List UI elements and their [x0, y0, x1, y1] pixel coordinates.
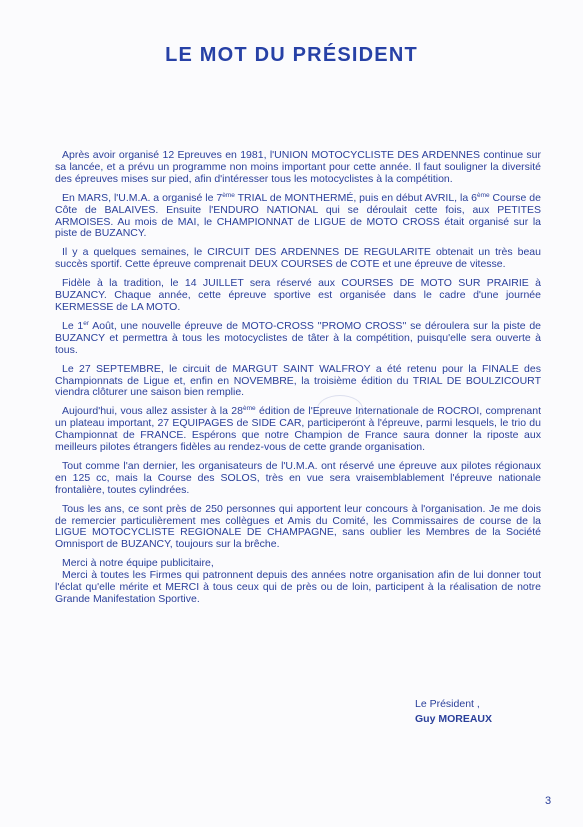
- paragraph-text: Fidèle à la tradition, le 14 JUILLET sera réservé aux COURSES DE MOTO SUR PRAIRIE à BUZANCY. Chaque année, cette épreuve sportive est organisée dans le cadre d'une journée KERMESSE de LA MOTO.: [55, 277, 541, 313]
- letter-body: [55, 150, 541, 606]
- paragraph: [55, 321, 541, 357]
- paragraph-text: Après avoir organisé 12 Epreuves en 1981, l'UNION MOTOCYCLISTE DES ARDENNES continue sur sa lancée, et a prévu un programme non moins important pour cette année. Il faut souligner la diversité des épreuves mises sur pied, afin d'intéresser tous les motocyclistes à la compétition.: [55, 149, 541, 185]
- paragraph: [55, 406, 541, 454]
- paragraph-text: édition de l'Epreuve Internationale de ROCROI, comprenant un plateau important, 27 EQUIPAGES de SIDE CAR, participeront à l'épreuve, parmi lesquels, le trio du Championnat de FRANCE. Espérons que notre Champion de France saura donner la riposte aux meilleurs pilotes étrangers fidèles au rendez-vous de cette grande organisation.: [55, 405, 541, 454]
- paragraph-text: Course de Côte de BALAIVES. Ensuite l'ENDURO NATIONAL qui se déroulait cette fois, aux PETITES ARMOISES. Au mois de MAI, le CHAMPIONNAT de LIGUE de MOTO CROSS était organisé sur la piste de BUZANCY.: [55, 191, 541, 240]
- paragraph-text: TRIAL de MONTHERMÉ, puis en début AVRIL, la 6: [234, 191, 477, 204]
- paragraph: [55, 247, 541, 271]
- superscript: ème: [222, 191, 235, 199]
- paragraph-text: Tout comme l'an dernier, les organisateurs de l'U.M.A. ont réservé une épreuve aux pilotes régionaux en 125 cc, mais la Course des SOLOS, très en vue sera vraisemblablement l'épreuve nationale frontalière, toutes cylindrées.: [55, 459, 541, 496]
- paragraph: [55, 278, 541, 314]
- page-title: LE MOT DU PRÉSIDENT: [165, 44, 418, 66]
- signature-name: Guy MOREAUX: [415, 713, 493, 725]
- paragraph-text: Août, une nouvelle épreuve de MOTO-CROSS ''PROMO CROSS'' se déroulera sur la piste de BUZANCY et permettra à tous les motocyclistes de tâter à la compétition, puisqu'elle sera ouverte à tous.: [55, 319, 542, 356]
- superscript: ème: [243, 405, 256, 413]
- paragraph-text: Le 1: [62, 319, 84, 332]
- paragraph: [55, 364, 541, 400]
- paragraph: [55, 150, 541, 186]
- page-number: 3: [545, 795, 552, 807]
- paragraph: [55, 193, 541, 241]
- paragraph-text: Le 27 SEPTEMBRE, le circuit de MARGUT SAINT WALFROY a été retenu pour la FINALE des Championnats de Ligue et, enfin en NOVEMBRE, la troisième édition du TRIAL DE BOULZICOURT viendra clôturer une saison bien remplie.: [55, 362, 541, 399]
- paragraph-text: Tous les ans, ce sont près de 250 personnes qui apportent leur concours à l'organisation. Je me dois de remercier particulièrement mes collègues et Amis du Comité, les Commissaires de course de la LIGUE MOTOCYCLISTE REGIONALE DE CHAMPAGNE, sans oublier les Membres de la Société Omnisport de BUZANCY, toujours sur la brêche.: [55, 502, 541, 551]
- paragraph: [55, 504, 541, 552]
- paragraph: [55, 461, 541, 497]
- faint-stamp-mark: [317, 395, 363, 423]
- paragraph-text: Merci à notre équipe publicitaire,: [62, 557, 214, 570]
- signature-block: [415, 697, 492, 727]
- paragraph-text: En MARS, l'U.M.A. a organisé le 7: [62, 191, 223, 204]
- paragraph: [55, 570, 541, 606]
- superscript: er: [83, 319, 90, 327]
- paragraph-text: Aujourd'hui, vous allez assister à la 28: [62, 405, 243, 418]
- signature-role: Le Président ,: [415, 698, 480, 710]
- paragraph-text: Merci à toutes les Firmes qui patronnent depuis des années notre organisation afin de lui donner tout l'éclat qu'elle mérite et MERCI à tous ceux qui de près ou de loin, participent à la réalisation de notre Grande Manifestation Sportive.: [55, 569, 541, 605]
- superscript: ème: [476, 191, 490, 199]
- paragraph-text: Il y a quelques semaines, le CIRCUIT DES ARDENNES DE REGULARITE obtenait un très beau succès sportif. Cette épreuve comprenait DEUX COURSES de COTE et une épreuve de vitesse.: [55, 246, 541, 271]
